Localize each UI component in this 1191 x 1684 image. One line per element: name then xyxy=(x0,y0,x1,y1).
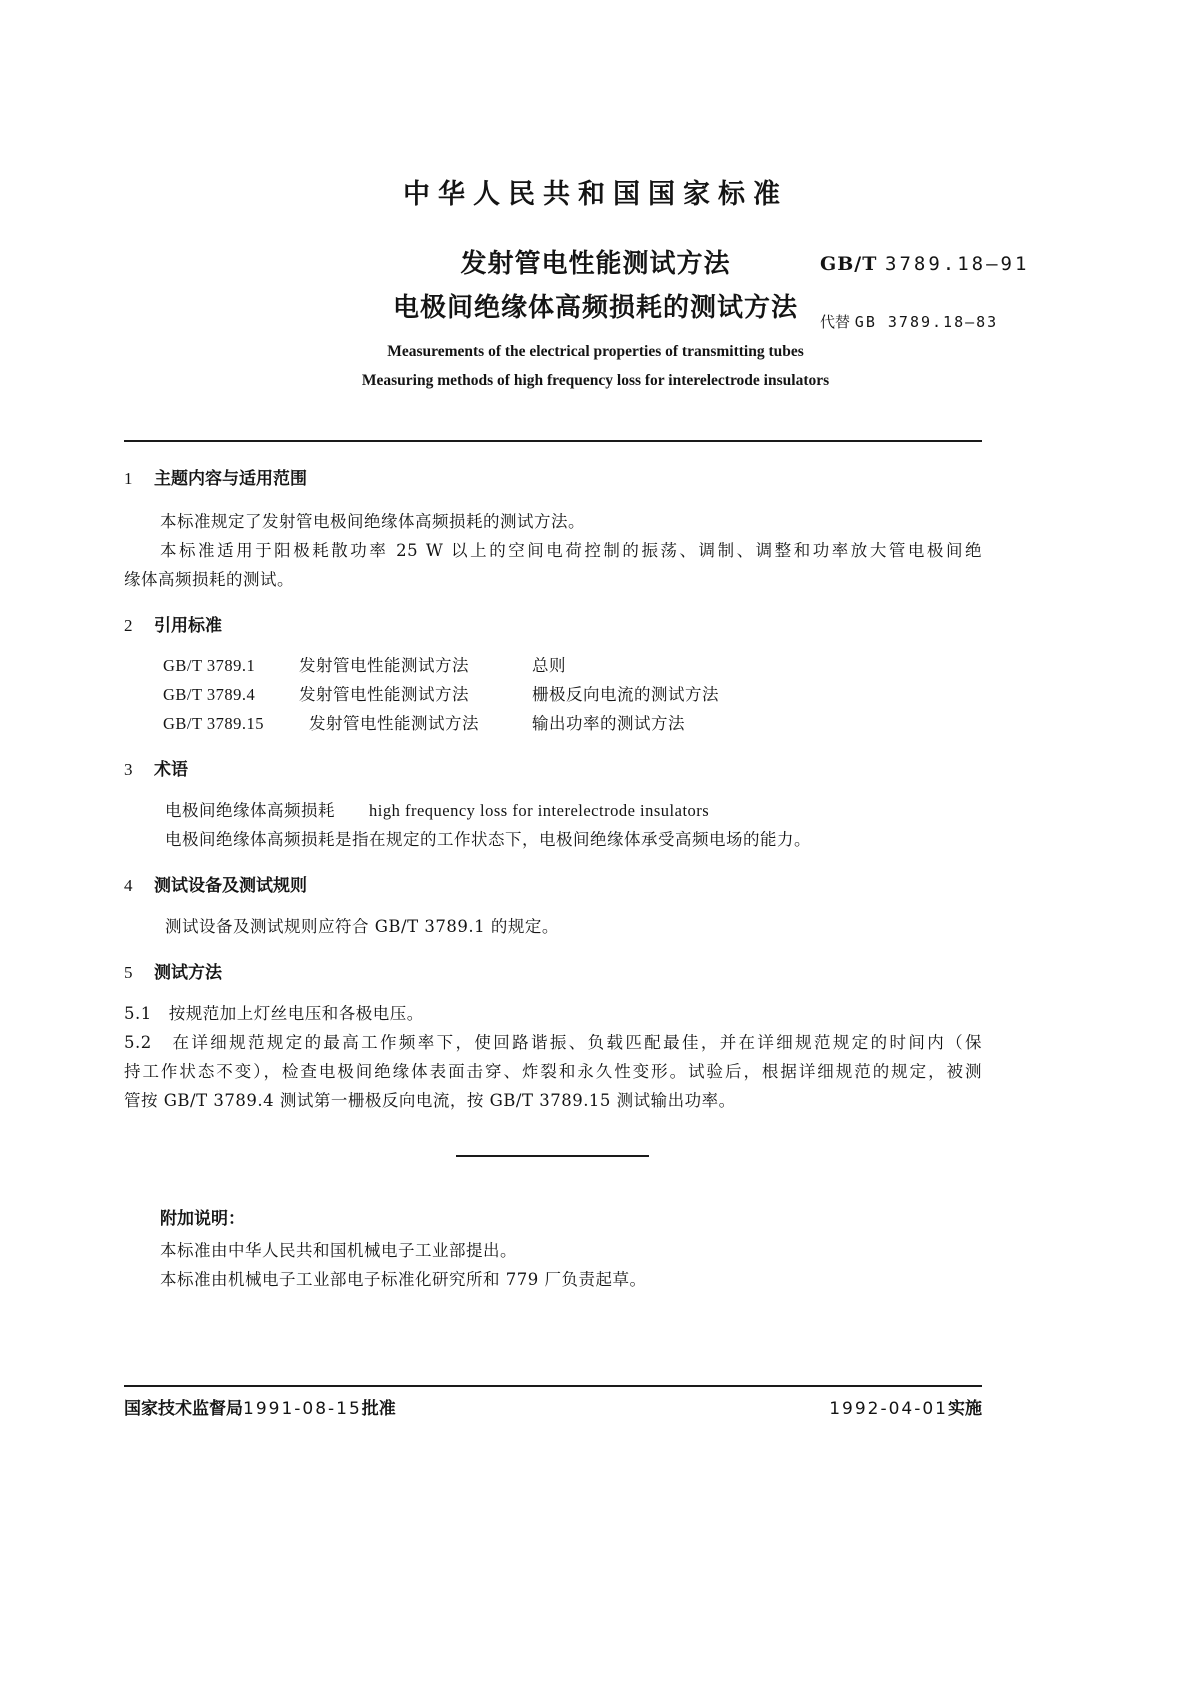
notes-line-2: 本标准由机械电子工业部电子标准化研究所和 779 厂负责起草。 xyxy=(160,1270,647,1289)
standard-code-number: 3789.18—91 xyxy=(885,253,1030,275)
section-number: 1 xyxy=(124,469,133,488)
reference-row xyxy=(163,652,566,676)
standard-code-prefix: GB/T xyxy=(820,253,878,275)
reference-subtitle: 总则 xyxy=(532,656,566,675)
clause-5-2-line-1: 5.2 在详细规范规定的最高工作频率下，使回路谐振、负载匹配最佳，并在详细规范规定的时间内（保 xyxy=(124,1033,982,1052)
section-title: 主题内容与适用范围 xyxy=(154,469,307,489)
reference-row xyxy=(163,681,719,705)
term-en: high frequency loss for interelectrode insulators xyxy=(369,801,710,820)
approval-label: 批准 xyxy=(361,1399,396,1419)
clause-5-2-line-3: 管按 GB/T 3789.4 测试第一栅极反向电流，按 GB/T 3789.15 测试输出功率。 xyxy=(124,1091,736,1110)
replaced-code: GB 3789.18—83 xyxy=(854,313,999,331)
effective-line xyxy=(829,1394,982,1419)
reference-title: 发射管电性能测试方法 xyxy=(299,656,469,675)
term-line xyxy=(165,797,709,821)
approval-date: 1991-08-15 xyxy=(243,1399,362,1419)
standard-header: 中华人民共和国国家标准 xyxy=(403,179,788,210)
reference-title: 发射管电性能测试方法 xyxy=(299,685,469,704)
section-title: 测试方法 xyxy=(154,963,222,983)
clause-5-2-line-2: 持工作状态不变），检查电极间绝缘体表面击穿、炸裂和永久性变形。试验后，根据详细规范的规定，被测 xyxy=(124,1062,982,1081)
section-title: 引用标准 xyxy=(154,616,222,636)
term-zh: 电极间绝缘体高频损耗 xyxy=(165,801,335,820)
end-rule xyxy=(456,1155,649,1157)
term-definition: 电极间绝缘体高频损耗是指在规定的工作状态下，电极间绝缘体承受高频电场的能力。 xyxy=(165,830,811,849)
reference-subtitle: 输出功率的测试方法 xyxy=(532,714,685,733)
bottom-rule xyxy=(124,1385,982,1387)
section-2-heading xyxy=(124,611,222,636)
section-4-paragraph: 测试设备及测试规则应符合 GB/T 3789.1 的规定。 xyxy=(165,917,559,936)
section-title: 测试设备及测试规则 xyxy=(154,876,307,896)
replaced-prefix: 代替 xyxy=(820,313,851,331)
clause-5-1: 5.1 按规范加上灯丝电压和各极电压。 xyxy=(124,1004,424,1023)
section-number: 3 xyxy=(124,760,133,779)
reference-subtitle: 栅极反向电流的测试方法 xyxy=(532,685,719,704)
reference-code: GB/T 3789.1 xyxy=(163,656,256,675)
title-en-line2: Measuring methods of high frequency loss for interelectrode insulators xyxy=(361,372,830,389)
reference-title: 发射管电性能测试方法 xyxy=(309,714,479,733)
title-zh-line1: 发射管电性能测试方法 xyxy=(460,249,731,279)
title-zh-line2: 电极间绝缘体高频损耗的测试方法 xyxy=(392,293,798,323)
effective-date: 1992-04-01 xyxy=(829,1399,948,1419)
section-number: 4 xyxy=(124,876,133,895)
section-number: 5 xyxy=(124,963,133,982)
notes-heading: 附加说明： xyxy=(160,1209,245,1229)
approval-org: 国家技术监督局 xyxy=(124,1399,243,1419)
section-4-heading xyxy=(124,871,307,896)
reference-code: GB/T 3789.4 xyxy=(163,685,256,704)
title-en-line1: Measurements of the electrical properties of transmitting tubes xyxy=(387,343,804,360)
replaced-standard xyxy=(820,311,998,332)
standard-code xyxy=(820,253,1029,275)
section-3-heading xyxy=(124,755,188,780)
reference-row xyxy=(163,710,685,734)
section-1-paragraph-2-line-2: 缘体高频损耗的测试。 xyxy=(124,570,294,589)
section-5-heading xyxy=(124,958,222,983)
section-1-heading xyxy=(124,464,307,489)
top-rule xyxy=(124,440,982,442)
section-title: 术语 xyxy=(154,760,188,780)
reference-code: GB/T 3789.15 xyxy=(163,714,265,733)
approval-line xyxy=(124,1394,396,1419)
notes-line-1: 本标准由中华人民共和国机械电子工业部提出。 xyxy=(160,1241,517,1260)
section-number: 2 xyxy=(124,616,133,635)
section-1-paragraph-1: 本标准规定了发射管电极间绝缘体高频损耗的测试方法。 xyxy=(160,512,585,531)
effective-label: 实施 xyxy=(948,1399,982,1419)
section-1-paragraph-2-line-1: 本标准适用于阳极耗散功率 25 W 以上的空间电荷控制的振荡、调制、调整和功率放大管电极间绝 xyxy=(160,541,982,560)
